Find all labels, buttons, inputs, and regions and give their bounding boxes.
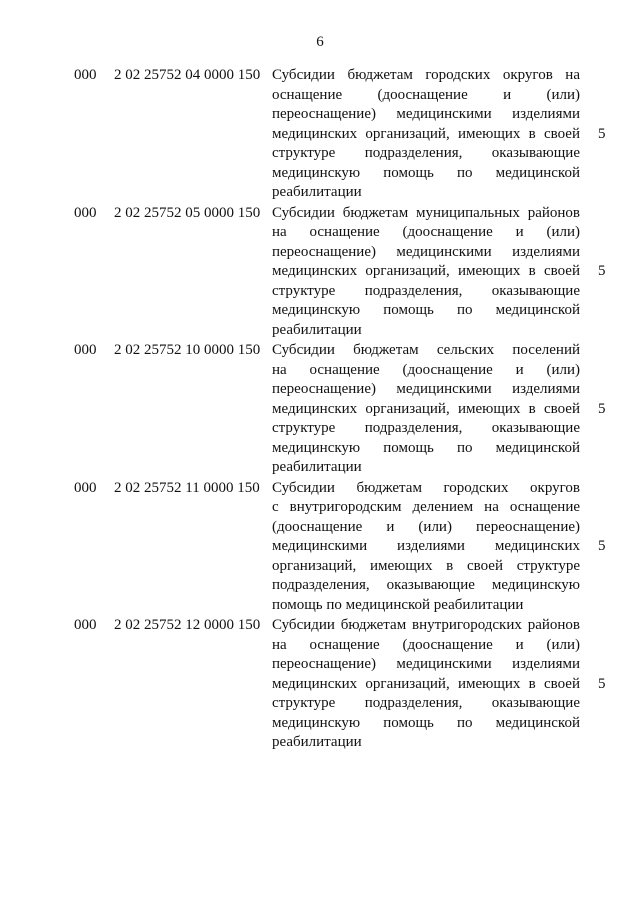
description-line: Субсидии бюджетам сельских поселений xyxy=(272,342,580,358)
description-line: (дооснащение и (или) переоснащение) xyxy=(272,518,580,535)
table-row xyxy=(0,204,640,341)
page-number: 6 xyxy=(316,34,324,50)
budget-classification-code: 2 02 25752 05 0000 150 xyxy=(114,204,261,221)
description-line: медицинскими изделиями медицинских xyxy=(272,538,580,554)
subsidy-description xyxy=(272,204,580,341)
description-line: с внутригородским делением на оснащение xyxy=(272,499,580,515)
description-line: Субсидии бюджетам внутригородских районов xyxy=(272,617,580,633)
description-line: переоснащение) медицинскими изделиями xyxy=(272,243,580,260)
table-row xyxy=(0,341,640,478)
description-line: медицинских организаций, имеющих в своей xyxy=(272,263,580,279)
description-line: медицинских организаций, имеющих в своей xyxy=(272,125,580,142)
admin-code: 000 xyxy=(74,67,97,83)
amount-value: 5 xyxy=(598,263,606,279)
description-line: медицинских организаций, имеющих в своей xyxy=(272,675,580,692)
description-line: медицинскую помощь по медицинской xyxy=(272,439,580,456)
description-line: на оснащение (дооснащение и (или) xyxy=(272,224,580,240)
description-line: организаций, имеющих в своей структуре xyxy=(272,557,580,574)
amount-value: 5 xyxy=(598,538,606,554)
description-line: медицинскую помощь по медицинской xyxy=(272,302,580,318)
subsidy-description xyxy=(272,66,580,203)
description-line: реабилитации xyxy=(272,459,362,475)
description-line: на оснащение (дооснащение и (или) xyxy=(272,361,580,378)
amount-value: 5 xyxy=(598,400,606,417)
table-row xyxy=(0,616,640,753)
description-line: Субсидии бюджетам городских округов на xyxy=(272,67,580,83)
admin-code: 000 xyxy=(74,342,97,358)
budget-classification-code: 2 02 25752 10 0000 150 xyxy=(114,342,261,358)
description-line: подразделения, оказывающие медицинскую xyxy=(272,577,580,593)
description-line: помощь по медицинской реабилитации xyxy=(272,596,524,613)
description-line: реабилитации xyxy=(272,184,362,200)
budget-classification-code: 2 02 25752 12 0000 150 xyxy=(114,617,261,633)
amount-value: 5 xyxy=(598,675,606,692)
admin-code: 000 xyxy=(74,204,97,221)
description-line: Субсидии бюджетам городских округов xyxy=(272,479,580,496)
description-line: медицинскую помощь по медицинской xyxy=(272,714,580,731)
description-line: медицинскую помощь по медицинской xyxy=(272,164,580,181)
description-line: реабилитации xyxy=(272,321,362,338)
description-line: Субсидии бюджетам муниципальных районов xyxy=(272,204,580,221)
subsidy-table xyxy=(0,66,640,754)
subsidy-description xyxy=(272,479,580,616)
description-line: структуре подразделения, оказывающие xyxy=(272,282,580,299)
description-line: оснащение (дооснащение и (или) xyxy=(272,86,580,103)
admin-code: 000 xyxy=(74,617,97,633)
table-row xyxy=(0,479,640,616)
description-line: реабилитации xyxy=(272,734,362,750)
budget-classification-code: 2 02 25752 04 0000 150 xyxy=(114,67,261,83)
subsidy-description xyxy=(272,341,580,478)
description-line: переоснащение) медицинскими изделиями xyxy=(272,106,580,122)
table-row xyxy=(0,66,640,203)
budget-classification-code: 2 02 25752 11 0000 150 xyxy=(114,479,260,496)
description-line: структуре подразделения, оказывающие xyxy=(272,145,580,161)
amount-value: 5 xyxy=(598,125,606,142)
admin-code: 000 xyxy=(74,479,97,496)
description-line: структуре подразделения, оказывающие xyxy=(272,420,580,436)
subsidy-description xyxy=(272,616,580,753)
description-line: переоснащение) медицинскими изделиями xyxy=(272,656,580,672)
description-line: переоснащение) медицинскими изделиями xyxy=(272,381,580,397)
description-line: на оснащение (дооснащение и (или) xyxy=(272,636,580,653)
description-line: медицинских организаций, имеющих в своей xyxy=(272,400,580,417)
description-line: структуре подразделения, оказывающие xyxy=(272,695,580,711)
